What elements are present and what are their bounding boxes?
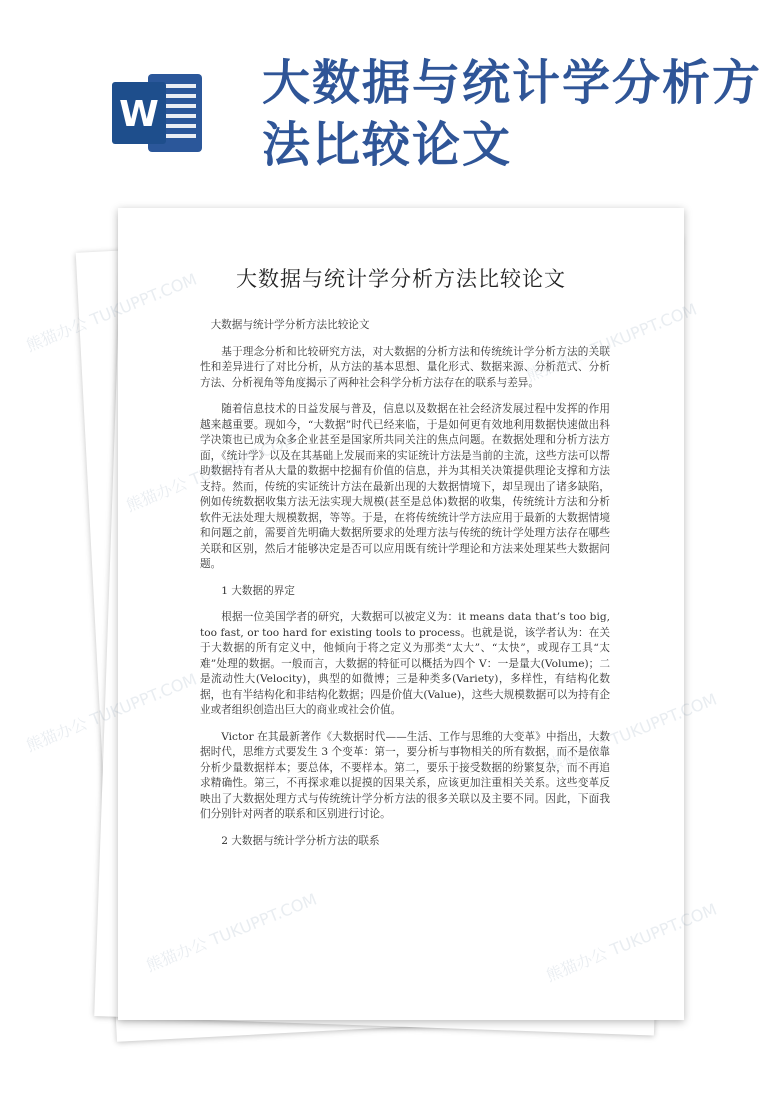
page-title: 大数据与统计学分析方法比较论文 — [236, 267, 566, 291]
paragraph: 基于理念分析和比较研究方法，对大数据的分析方法和传统统计学分析方法的关联性和差异进行了对比分析，从方法的基本思想、量化形式、数据来源、分析范式、分析方法、分析视角等角度揭示了两种社会科学分析方法存在的联系与差异。 — [200, 345, 610, 389]
section-heading: 2 大数据与统计学分析方法的联系 — [221, 834, 380, 847]
paragraph: 随着信息技术的日益发展与普及，信息以及数据在社会经济发展过程中发挥的作用越来越重要。现如今，“大数据”时代已经来临，于是如何更有效地利用数据快速做出科学决策也已成为众多企业甚至是国家所共同关注的焦点问题。在数据处理和分析方法方面，《统计学》以及在其基础上发展而来的实证统计方法是当前的主流，这些方法可以帮助数据持有者从大量的数据中挖掘有价值的信息，并为其相关决策提供理论支撑和方法支持。然而，传统的实证统计方法在最新出现的大数据情境下，却呈现出了诸多缺陷，例如传统数据收集方法无法实现大规模(甚至是总体)数据的收集，传统统计方法和分析软件无法处理大规模数据，等等。于是，在将传统统计学方法应用于最新的大数据情境和问题之前，需要首先明确大数据所要求的处理方法与传统的统计学处理方法存在哪些关联和区别，然后才能够决定是否可以应用既有统计学理论和方法来处理某些大数据问题。 — [200, 403, 610, 570]
document-body — [200, 318, 610, 860]
svg-text:W: W — [119, 94, 159, 135]
paragraph: 根据一位美国学者的研究，大数据可以被定义为：it means data that’s too big, too fast, or too hard for existing tools to process。也就是说，该学者认为：在关于大数据的所有定义中，他倾向于将之定义为那类“太大”、“太快”，或现存工具“太难”处理的数据。一般而言，大数据的特征可以概括为四个 V：一是量大(Volume)；二是流动性大(Velocity)，典型的如微博；三是种类多(Variety)，多样性，有结构化数据，也有半结构化和非结构化数据；四是价值大(Value)，这些大规模数据可以为持有企业或者组织创造出巨大的商业或社会价值。 — [200, 611, 610, 716]
document-subtitle: 大数据与统计学分析方法比较论文 — [210, 319, 370, 331]
document-page — [118, 208, 684, 1020]
section-heading: 1 大数据的界定 — [221, 584, 295, 597]
paragraph: Victor 在其最新著作《大数据时代——生活、工作与思维的大变革》中指出，大数据时代，思维方式要发生 3 个变革：第一，要分析与事物相关的所有数据，而不是依靠分析少量数据样本；要总体，不要样本。第二，要乐于接受数据的纷繁复杂，而不再追求精确性。第三，不再探求难以捉摸的因果关系，应该更加注重相关关系。这些变革反映出了大数据处理方式与传统统计学分析方法的很多关联以及主要不同。因此，下面我们分别针对两者的联系和区别进行讨论。 — [200, 730, 610, 820]
watermark: 熊猫办公 — [23, 713, 90, 756]
document-banner-title: 大数据与统计学分析方法比较论文 — [262, 55, 763, 173]
watermark: 熊猫办公 — [23, 313, 90, 356]
